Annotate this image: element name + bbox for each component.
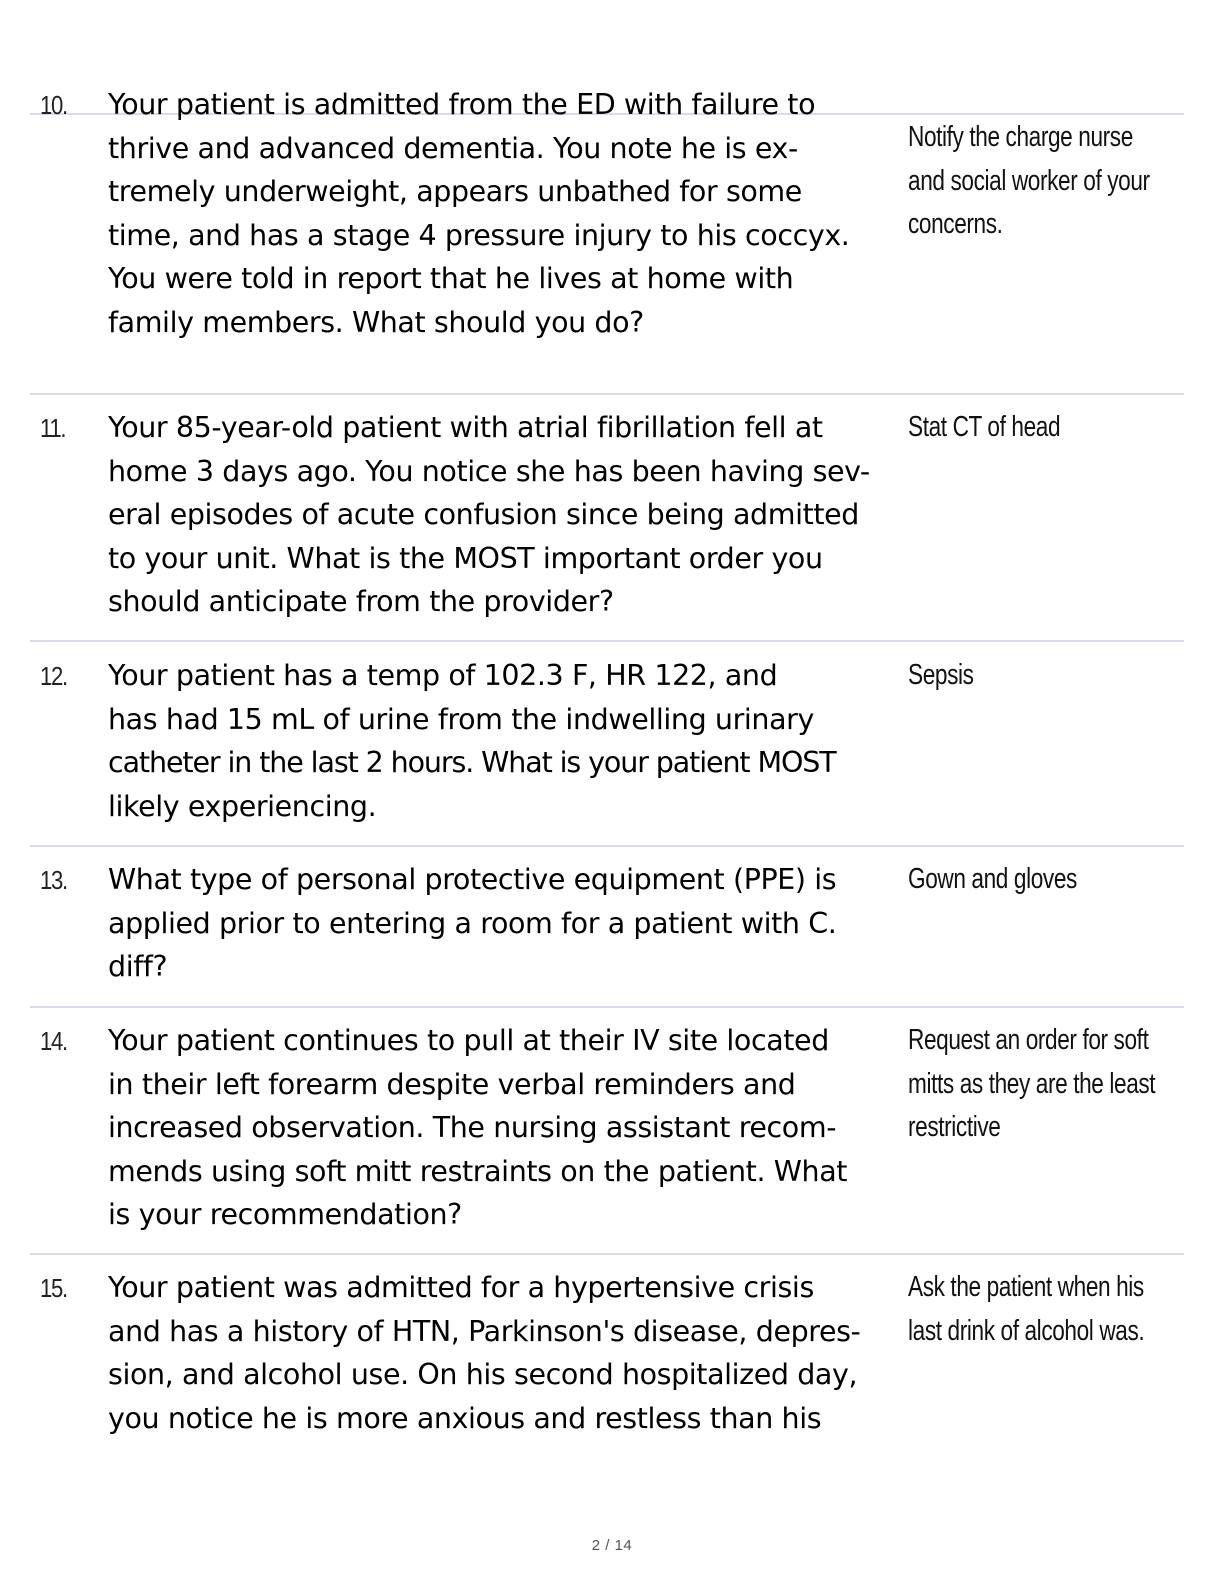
answer-line: restrictive	[908, 1111, 1001, 1143]
question-line: Your patient continues to pull at their IV site located	[108, 1024, 829, 1057]
answer-line: and social worker of your	[908, 164, 1150, 197]
question-number: 12.	[40, 661, 67, 691]
question-line: Your patient has a temp of 102.3 F, HR 122, and	[108, 659, 778, 692]
answer-text	[908, 116, 1158, 247]
answer-text	[908, 1266, 1158, 1353]
answer-text	[908, 654, 1158, 698]
question-number: 11.	[40, 413, 66, 443]
question-line: has had 15 mL of urine from the indwelling urinary	[108, 702, 814, 736]
question-text	[108, 83, 903, 344]
answer-line: Gown and gloves	[908, 863, 1077, 895]
answer-line: concerns.	[908, 208, 1003, 240]
question-number: 10.	[40, 90, 67, 120]
question-line: You were told in report that he lives at home with	[108, 262, 794, 295]
question-line: is your recommendation?	[108, 1198, 462, 1231]
question-line: should anticipate from the provider?	[108, 585, 614, 618]
answer-line: last drink of alcohol was.	[908, 1314, 1145, 1347]
answer-text	[908, 1019, 1158, 1150]
page-indicator: 2 / 14	[591, 1537, 633, 1554]
question-line: likely experiencing.	[108, 789, 377, 823]
question-line: Your patient is admitted from the ED with failure to	[108, 88, 816, 121]
question-line: What type of personal protective equipment (PPE) is	[108, 863, 837, 896]
question-text	[108, 1266, 903, 1440]
question-line: mends using soft mitt restraints on the patient. What	[108, 1154, 848, 1188]
answer-line: Sepsis	[908, 659, 974, 691]
question-line: eral episodes of acute confusion since being admitted	[108, 498, 859, 531]
question-line: applied prior to entering a room for a patient with C.	[108, 906, 837, 940]
answer-line: Notify the charge nurse	[908, 121, 1133, 153]
question-number: 15.	[40, 1273, 67, 1303]
question-line: thrive and advanced dementia. You note he is ex-	[108, 131, 798, 165]
question-line: home 3 days ago. You notice she has been having sev-	[108, 454, 870, 488]
question-line: Your 85-year-old patient with atrial fibrillation fell at	[108, 411, 823, 444]
row-divider	[30, 1253, 1184, 1255]
row-divider	[30, 845, 1184, 847]
question-line: sion, and alcohol use. On his second hospitalized day,	[108, 1358, 858, 1391]
question-line: Your patient was admitted for a hypertensive crisis	[108, 1271, 814, 1304]
answer-line: mitts as they are the least	[908, 1067, 1156, 1100]
question-number: 14.	[40, 1026, 67, 1056]
row-divider	[30, 640, 1184, 642]
row-divider	[30, 1006, 1184, 1008]
question-text	[108, 858, 903, 989]
question-line: family members. What should you do?	[108, 305, 644, 339]
question-line: tremely underweight, appears unbathed for some	[108, 175, 802, 208]
answer-line: Ask the patient when his	[908, 1271, 1144, 1303]
question-line: in their left forearm despite verbal reminders and	[108, 1067, 796, 1101]
question-number: 13.	[40, 865, 67, 895]
row-divider	[30, 393, 1184, 395]
question-line: to your unit. What is the MOST important order you	[108, 541, 823, 575]
question-line: and has a history of HTN, Parkinson's disease, depres-	[108, 1314, 861, 1348]
question-text	[108, 406, 903, 624]
answer-line: Request an order for soft	[908, 1024, 1149, 1056]
answer-line: Stat CT of head	[908, 411, 1061, 443]
question-text	[108, 1019, 903, 1237]
question-line: you notice he is more anxious and restless than his	[108, 1401, 822, 1435]
answer-text	[908, 858, 1158, 902]
question-line: time, and has a stage 4 pressure injury to his coccyx.	[108, 218, 850, 252]
question-line: catheter in the last 2 hours. What is your patient MOST	[108, 746, 836, 779]
answer-text	[908, 406, 1158, 450]
question-text	[108, 654, 903, 828]
question-line: diff?	[108, 950, 168, 983]
question-line: increased observation. The nursing assistant recom-	[108, 1111, 837, 1144]
